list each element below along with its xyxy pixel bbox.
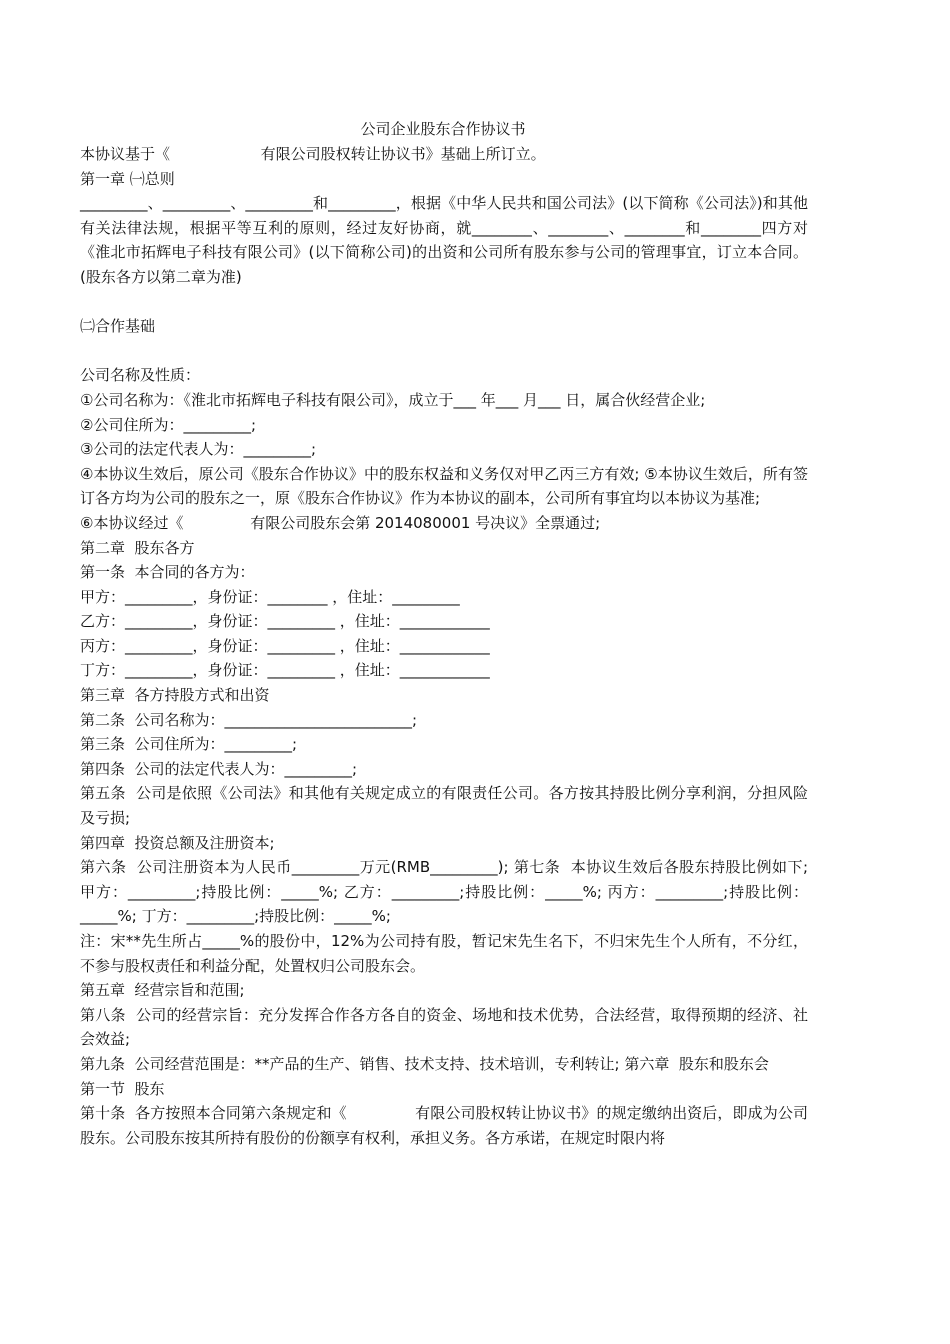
party-a-line: 甲方：_________，身份证：________ ，住址：_________ — [80, 587, 460, 606]
paragraph-preamble: _________、_________、_________和_________，根据《中华人民共和国公司法》(以下简称《公司法》)和其他有关法律法规，根据平等互利的原则，经过友好协商，就________、________、________和________四方对《淮北市拓辉电子科技有限公司》(以下简称公司)的出资和公司所有股东参与公司的管理事宜，订立本合同。(股东各方以第二章为准) — [80, 194, 808, 286]
paragraph-company-nature: 公司名称及性质： — [80, 366, 201, 385]
chapter-5-heading: 第五章 经营宗旨和范围; — [80, 981, 245, 1000]
article-6-7: 第六条 公司注册资本为人民币_________万元(RMB_________); 第七条 本协议生效后各股东持股比例如下; 甲方：_________;持股比例：_____%; 乙方：_________;持股比例：_____%; 丙方：_________;持股比例：_____%; 丁方：_________;持股比例：_____%; — [80, 858, 813, 926]
note-paragraph: 注：宋**先生所占_____%的股份中，12%为公司持有股，暂记宋先生名下，不归宋先生个人所有，不分红，不参与股权责任和利益分配，处置权归公司股东会。 — [80, 932, 808, 975]
chapter-3-heading: 第三章 各方持股方式和出资 — [80, 686, 270, 705]
party-b-line: 乙方：_________，身份证：_________ ，住址：____________ — [80, 612, 490, 631]
item-4-5: ④本协议生效后，原公司《股东合作协议》中的股东权益和义务仅对甲乙丙三方有效; ⑤本协议生效后，所有签订各方均为公司的股东之一，原《股东合作协议》作为本协议的副本，公司所有事宜均以本协议为基准; — [80, 464, 808, 508]
article-2: 第二条 公司名称为：_________________________; — [80, 710, 418, 729]
article-5: 第五条 公司是依照《公司法》和其他有关规定成立的有限责任公司。各方按其持股比例分享利润，分担风险及亏损; — [80, 784, 808, 828]
article-3: 第三条 公司住所为：_________; — [80, 735, 298, 754]
item-3: ③公司的法定代表人为：_________; — [80, 440, 317, 459]
blank-line — [80, 339, 808, 364]
party-c-line: 丙方：_________，身份证：_________ ，住址：____________ — [80, 636, 490, 655]
item-1: ①公司名称为：《淮北市拓辉电子科技有限公司》，成立于___ 年___ 月___ 日，属合伙经营企业; — [80, 390, 706, 409]
article-10: 第十条 各方按照本合同第六条规定和《 有限公司股权转让协议书》的规定缴纳出资后，即成为公司股东。公司股东按其所持有股份的份额享有权利，承担义务。各方承诺，在规定时限内将 — [80, 1104, 808, 1147]
article-4: 第四条 公司的法定代表人为：_________; — [80, 759, 358, 778]
item-6: ⑥本协议经过《 有限公司股东会第 2014080001 号决议》全票通过; — [80, 513, 601, 532]
item-2: ②公司住所为：_________; — [80, 415, 257, 434]
blank-line — [80, 290, 808, 315]
paragraph-intro: 本协议基于《 有限公司股权转让协议书》基础上所订立。 — [80, 145, 546, 163]
article-1: 第一条 本合同的各方为： — [80, 563, 255, 582]
section-cooperation-basis: ㈡合作基础 — [80, 317, 156, 336]
chapter-2-heading: 第二章 股东各方 — [80, 538, 195, 557]
chapter-4-heading: 第四章 投资总额及注册资本; — [80, 833, 275, 852]
section-1-heading: 第一节 股东 — [80, 1079, 165, 1098]
document-title: 公司企业股东合作协议书 — [360, 120, 526, 138]
party-d-line: 丁方：_________，身份证：_________ ，住址：____________ — [80, 661, 490, 680]
article-9: 第九条 公司经营范围是：**产品的生产、销售、技术支持、技术培训，专利转让; 第六章 股东和股东会 — [80, 1054, 769, 1073]
chapter-1-heading: 第一章 ㈠总则 — [80, 169, 175, 188]
article-8: 第八条 公司的经营宗旨：充分发挥合作各方各自的资金、场地和技术优势，合法经营，取得预期的经济、社会效益; — [80, 1005, 808, 1049]
document-body — [80, 142, 813, 1150]
